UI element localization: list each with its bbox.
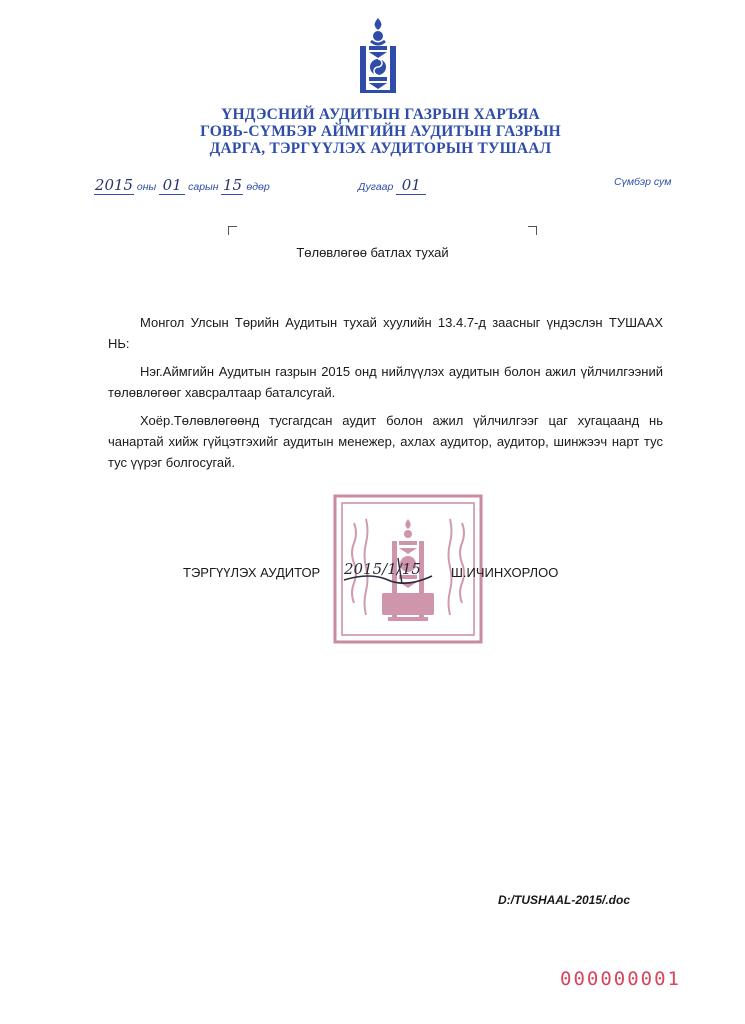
- header-line-1: ҮНДЭСНИЙ АУДИТЫН ГАЗРЫН ХАРЪЯА: [221, 106, 540, 123]
- date-year: 2015: [94, 176, 134, 194]
- date-month-label: сарын: [188, 181, 219, 193]
- date-month: 01: [159, 176, 185, 195]
- handwritten-signature: [340, 550, 435, 590]
- order-number: 01: [396, 176, 426, 195]
- header-line-3: ДАРГА, ТЭРГҮҮЛЭХ АУДИТОРЫН ТУШААЛ: [209, 140, 552, 157]
- order-number-label: Дугаар: [358, 181, 394, 193]
- preamble-paragraph: Монгол Улсын Төрийн Аудитын тухай хуулийн 13.4.7-д заасныг үндэслэн ТУШААХ НЬ:: [108, 315, 663, 351]
- soyombo-emblem-icon: [356, 16, 400, 94]
- date-day: 15: [222, 176, 243, 194]
- corner-mark-left: [228, 226, 237, 235]
- order-number-row: [358, 176, 426, 195]
- date-day-label: өдөр: [246, 181, 270, 193]
- date-row: [94, 176, 270, 195]
- document-subject: Төлөвлөгөө батлах тухай: [296, 245, 449, 260]
- serial-number: 000000001: [560, 968, 681, 990]
- file-path: D:/TUSHAAL-2015/.doc: [498, 893, 631, 907]
- order-item-2: Хоёр.Төлөвлөгөөнд тусгагдсан аудит болон ажил үйлчилгээг цаг хугацаанд нь чанартай хийж гүйцэтгэхийг аудитын менежер, ахлах аудитор, аудитор, шинжээч нарт тус тус үүрэг болгосугай.: [108, 413, 663, 470]
- place: Сүмбэр сум: [614, 176, 672, 188]
- corner-mark-right: [528, 226, 537, 235]
- signer-title: ТЭРГҮҮЛЭХ АУДИТОР: [183, 565, 321, 580]
- signature-date: 2015/1/15: [344, 560, 421, 578]
- signer-name: Ш.ИЧИНХОРЛОО: [451, 565, 559, 580]
- header-line-2: ГОВЬ-СҮМБЭР АЙМГИЙН АУДИТЫН ГАЗРЫН: [200, 123, 561, 140]
- date-year-label: оны: [136, 181, 157, 193]
- order-item-1: Нэг.Аймгийн Аудитын газрын 2015 онд нийлүүлэх аудитын болон ажил үйлчилгээний төлөвлөгөөг хавсралтаар баталсугай.: [108, 364, 663, 400]
